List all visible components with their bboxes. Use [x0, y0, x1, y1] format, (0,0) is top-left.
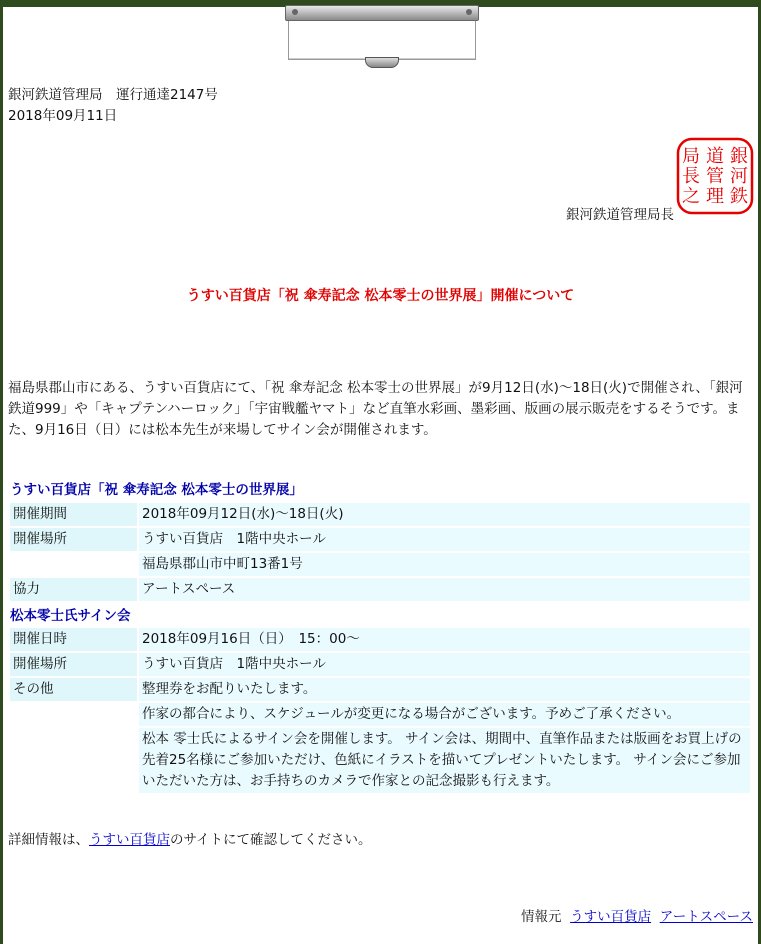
signing-table	[8, 626, 752, 795]
row-value: 整理券をお配りいたします。	[139, 678, 750, 701]
table-row	[10, 703, 750, 726]
table-row	[10, 503, 750, 526]
table-row	[10, 628, 750, 651]
row-label: 開催日時	[10, 628, 137, 651]
row-label	[10, 728, 137, 793]
row-label: 開催場所	[10, 528, 137, 551]
seal-glyph: 道	[706, 146, 724, 167]
seal-glyph: 局	[682, 146, 700, 167]
row-label: その他	[10, 678, 137, 701]
row-value: 松本 零士氏によるサイン会を開催します。 サイン会は、期間中、直筆作品または版画をお買上げの先着25名様にご参加いただけ、色紙にイラストを描いてプレゼントいたします。 サイン会にご参加いただいた方は、お手持ちのカメラで作家との記念撮影も行えます。	[139, 728, 750, 793]
source-label: 情報元	[521, 909, 562, 925]
intro-paragraph: 福島県郡山市にある、うすい百貨店にて、「祝 傘寿記念 松本零士の世界展」が9月12日(水)～18日(火)で開催され、「銀河鉄道999」や「キャプテンハーロック」「宇宙戦艦ヤマト」など直筆水彩画、墨彩画、版画の展示販売をするそうです。また、9月16日（日）には松本先生が来場してサイン会が開催されます。	[8, 380, 743, 438]
seal-glyph: 長	[682, 166, 700, 187]
notice-number: 銀河鉄道管理局 運行通達2147号	[8, 87, 218, 103]
signing-heading: 松本零士氏サイン会	[10, 608, 131, 624]
seal-glyph: 之	[682, 186, 700, 207]
table-row	[10, 678, 750, 701]
table-row	[10, 728, 750, 793]
detail-text-after: のサイトにて確認してください。	[170, 832, 372, 848]
usui-store-link[interactable]: うすい百貨店	[89, 832, 170, 848]
seal-glyph: 銀	[730, 146, 748, 167]
exhibition-heading: うすい百貨店「祝 傘寿記念 松本零士の世界展」	[10, 482, 303, 498]
table-row	[10, 578, 750, 601]
detail-info	[8, 828, 372, 848]
row-label: 協力	[10, 578, 137, 601]
row-value: うすい百貨店 1階中央ホール	[139, 653, 750, 676]
seal-glyph: 管	[706, 166, 724, 187]
row-value: 福島県郡山市中町13番1号	[139, 553, 750, 576]
detail-text-before: 詳細情報は、	[8, 832, 89, 848]
notice-title: うすい百貨店「祝 傘寿記念 松本零士の世界展」開催について	[186, 288, 575, 304]
notice-date: 2018年09月11日	[8, 108, 118, 124]
seal-glyph: 理	[706, 186, 724, 207]
source-info	[521, 905, 753, 925]
seal-glyph: 河	[730, 166, 748, 187]
director-signature: 銀河鉄道管理局長	[566, 207, 674, 223]
seal-glyph: 鉄	[730, 186, 748, 207]
source-link-usui[interactable]: うすい百貨店	[570, 909, 652, 925]
table-row	[10, 528, 750, 551]
row-value: うすい百貨店 1階中央ホール	[139, 528, 750, 551]
source-link-artspace[interactable]: アートスペース	[659, 909, 753, 925]
exhibition-table	[8, 501, 752, 603]
row-value: 2018年09月16日（日） 15：00～	[139, 628, 750, 651]
row-label: 開催場所	[10, 653, 137, 676]
row-label: 開催期間	[10, 503, 137, 526]
row-value: アートスペース	[139, 578, 750, 601]
clipboard-clip-image	[288, 6, 476, 60]
row-label	[10, 553, 137, 576]
table-row	[10, 553, 750, 576]
table-row	[10, 653, 750, 676]
official-seal-image	[676, 137, 754, 215]
row-value: 作家の都合により、スケジュールが変更になる場合がございます。予めご了承ください。	[139, 703, 750, 726]
row-label	[10, 703, 137, 726]
row-value: 2018年09月12日(水)～18日(火)	[139, 503, 750, 526]
